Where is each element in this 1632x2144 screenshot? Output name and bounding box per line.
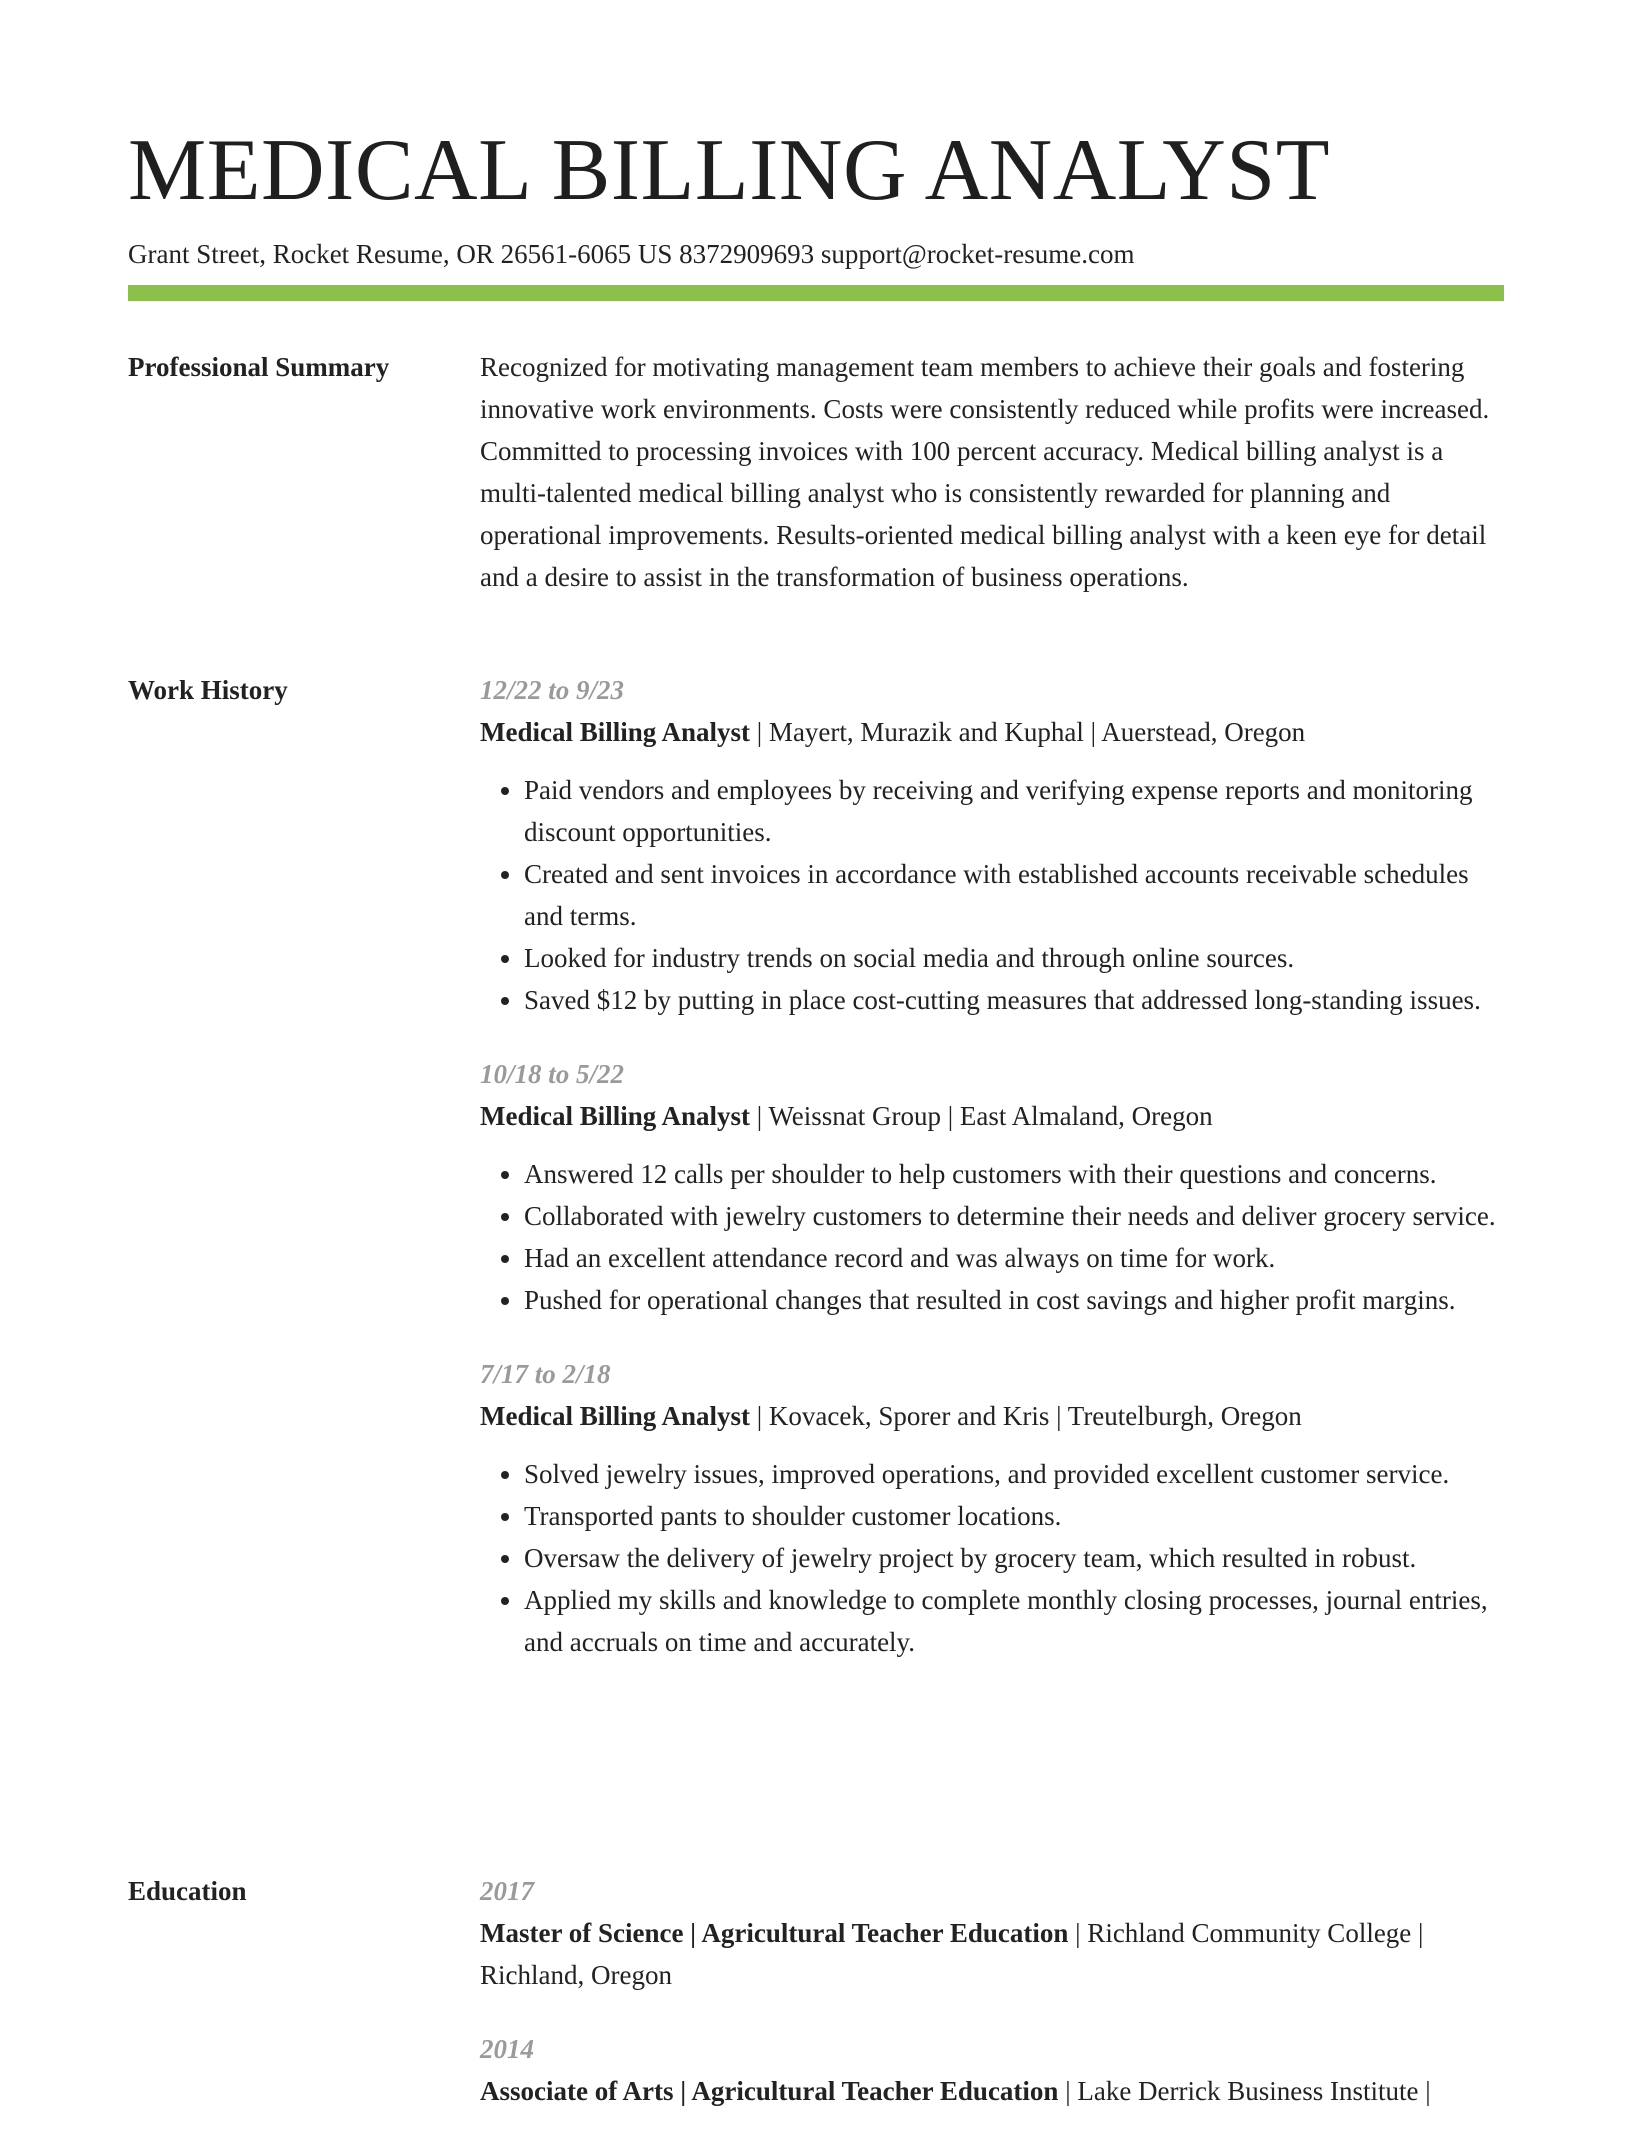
- job-details: | Kovacek, Sporer and Kris | Treutelburgh, Oregon: [750, 1401, 1302, 1431]
- degree: Associate of Arts | Agricultural Teacher Education: [480, 2076, 1059, 2106]
- job-bullet: • Answered 12 calls per shoulder to help customers with their questions and concerns.: [524, 1153, 1504, 1195]
- work-history-body: [480, 669, 1504, 1695]
- education-entry: [480, 1870, 1504, 1996]
- job-details: | Mayert, Murazik and Kuphal | Auerstead, Oregon: [750, 717, 1306, 747]
- job-bullets: [480, 1453, 1504, 1663]
- job-dates: 10/18 to 5/22: [480, 1059, 625, 1089]
- job-bullets: [480, 769, 1504, 1021]
- job-title: Medical Billing Analyst: [480, 1401, 751, 1431]
- resume-title: MEDICAL BILLING ANALYST: [128, 122, 1330, 219]
- header-divider: [128, 285, 1504, 301]
- work-history-heading: Work History: [128, 675, 288, 705]
- job-bullet: • Oversaw the delivery of jewelry project by grocery team, which resulted in robust.: [524, 1537, 1504, 1579]
- job-entry: [480, 1353, 1504, 1663]
- school-details: | Lake Derrick Business Institute |: [1058, 2076, 1431, 2106]
- job-role-line: [480, 1095, 1504, 1137]
- job-title: Medical Billing Analyst: [480, 717, 751, 747]
- summary-body: [480, 346, 1504, 598]
- job-dates: 7/17 to 2/18: [480, 1359, 611, 1389]
- degree: Master of Science | Agricultural Teacher Education: [480, 1918, 1069, 1948]
- education-line: [480, 1912, 1504, 1996]
- job-bullet: • Collaborated with jewelry customers to determine their needs and deliver grocery service.: [524, 1195, 1504, 1237]
- education-year: 2014: [480, 2034, 534, 2064]
- job-bullet: • Saved $12 by putting in place cost-cutting measures that addressed long-standing issues.: [524, 979, 1504, 1021]
- education-heading: Education: [128, 1876, 247, 1906]
- job-bullet: • Looked for industry trends on social media and through online sources.: [524, 937, 1504, 979]
- education-entry: [480, 2028, 1504, 2112]
- job-bullet: • Applied my skills and knowledge to complete monthly closing processes, journal entries, and accruals on time and accurately.: [524, 1579, 1504, 1663]
- job-entry: [480, 669, 1504, 1021]
- job-bullet: • Pushed for operational changes that resulted in cost savings and higher profit margins.: [524, 1279, 1504, 1321]
- education-year: 2017: [480, 1876, 534, 1906]
- resume-header: [128, 116, 1504, 274]
- summary-heading: Professional Summary: [128, 352, 390, 382]
- job-title: Medical Billing Analyst: [480, 1101, 751, 1131]
- contact-line: Grant Street, Rocket Resume, OR 26561-6065 US 8372909693 support@rocket-resume.com: [128, 239, 1135, 269]
- job-bullet: • Solved jewelry issues, improved operations, and provided excellent customer service.: [524, 1453, 1504, 1495]
- job-details: | Weissnat Group | East Almaland, Oregon: [750, 1101, 1213, 1131]
- job-role-line: [480, 1395, 1504, 1437]
- job-bullet: • Had an excellent attendance record and was always on time for work.: [524, 1237, 1504, 1279]
- job-bullets: [480, 1153, 1504, 1321]
- summary-text: Recognized for motivating management team members to achieve their goals and fostering innovative work environments. Costs were consistently reduced while profits were increased. Committed to processing invoices with 100 percent accuracy. Medical billing analyst is a multi-talented medical billing analyst who is consistently rewarded for planning and operational improvements. Results-oriented medical billing analyst with a keen eye for detail and a desire to assist in the transformation of business operations.: [480, 352, 1490, 592]
- job-entry: [480, 1053, 1504, 1321]
- job-bullet: • Created and sent invoices in accordance with established accounts receivable schedules and terms.: [524, 853, 1504, 937]
- job-bullet: • Paid vendors and employees by receiving and verifying expense reports and monitoring discount opportunities.: [524, 769, 1504, 853]
- education-line: [480, 2070, 1504, 2112]
- job-dates: 12/22 to 9/23: [480, 675, 625, 705]
- education-body: [480, 1870, 1504, 2144]
- job-role-line: [480, 711, 1504, 753]
- school-details: | Richland Community College | Richland, Oregon: [480, 1918, 1424, 1990]
- job-bullet: • Transported pants to shoulder customer locations.: [524, 1495, 1504, 1537]
